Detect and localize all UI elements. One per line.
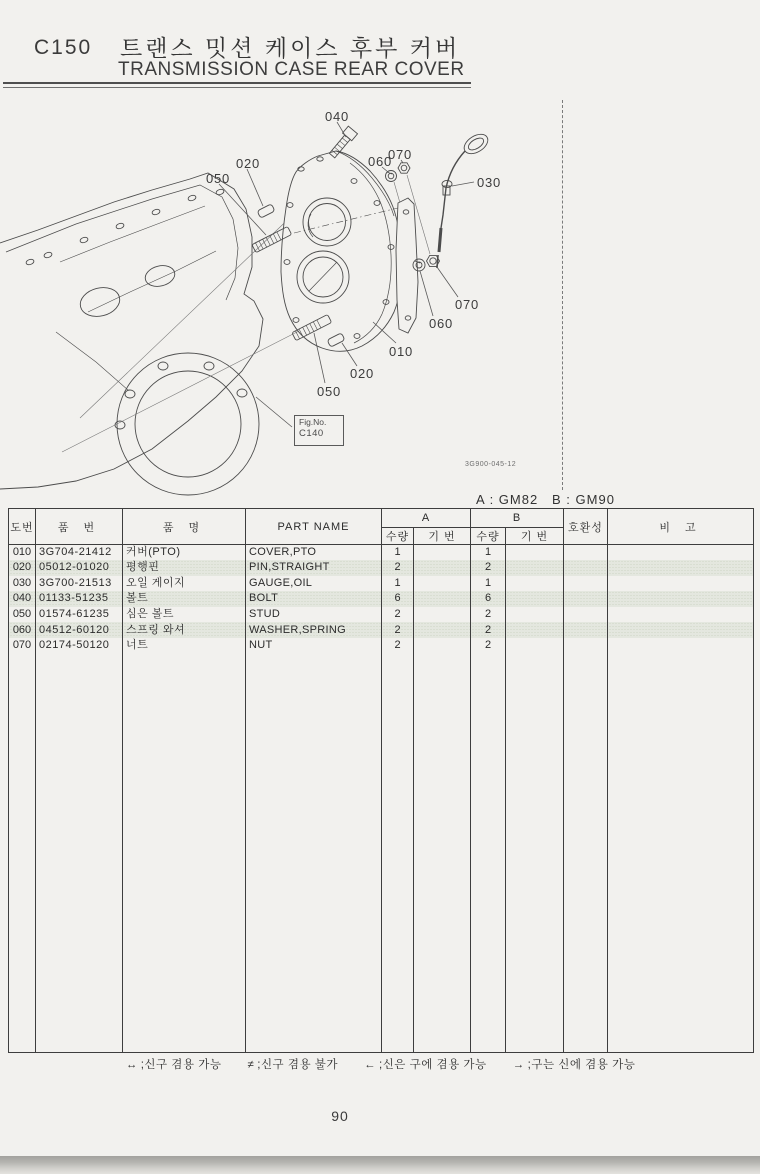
cell-qty_b: 2 xyxy=(471,638,506,654)
cell-part_name: NUT xyxy=(246,638,382,654)
oil-gauge-030 xyxy=(437,130,491,268)
cell-ref: 060 xyxy=(9,622,36,638)
diagram-callout-050: 050 xyxy=(317,384,342,399)
col-header-name-kr: 품 명 xyxy=(123,509,246,545)
cell-part_no: 3G704-21412 xyxy=(36,545,123,561)
cell-serial_b xyxy=(506,576,564,592)
diagram-callout-050: 050 xyxy=(206,171,231,186)
cell-part_no: 02174-50120 xyxy=(36,638,123,654)
figure-reference-line2: C140 xyxy=(299,427,324,439)
cell-serial_a xyxy=(414,607,471,623)
page-title-korean: 트랜스 밋션 케이스 후부 커버 xyxy=(120,35,461,61)
table-row xyxy=(9,591,754,607)
legend-item xyxy=(126,1056,222,1072)
cell-name_kr: 커버(PTO) xyxy=(123,545,246,561)
diagram-callout-020: 020 xyxy=(236,156,261,171)
cell-serial_b xyxy=(506,622,564,638)
cell-remark xyxy=(608,560,754,576)
cell-compat xyxy=(564,622,608,638)
housing-outline xyxy=(0,173,263,495)
col-header-serial-a: 기 번 xyxy=(414,528,471,545)
pin-020-top xyxy=(257,204,275,218)
nut-070-top xyxy=(398,163,410,173)
cell-part_no: 04512-60120 xyxy=(36,622,123,638)
stay-bracket xyxy=(396,198,418,333)
cell-serial_a xyxy=(414,638,471,654)
diagram-callout-030: 030 xyxy=(477,175,502,190)
cell-part_name: COVER,PTO xyxy=(246,545,382,561)
cell-remark xyxy=(608,545,754,561)
cell-qty_a: 2 xyxy=(382,622,414,638)
diagram-callout-060: 060 xyxy=(429,316,454,331)
diagram-callout-060: 060 xyxy=(368,154,393,169)
cell-part_no: 05012-01020 xyxy=(36,560,123,576)
cell-ref: 040 xyxy=(9,591,36,607)
col-header-group-b: B xyxy=(471,509,564,528)
cell-part_name: BOLT xyxy=(246,591,382,607)
cell-serial_b xyxy=(506,560,564,576)
cell-name_kr: 오일 게이지 xyxy=(123,576,246,592)
cell-serial_a xyxy=(414,545,471,561)
cell-compat xyxy=(564,591,608,607)
cell-qty_b: 1 xyxy=(471,545,506,561)
cell-qty_b: 2 xyxy=(471,622,506,638)
legend-item xyxy=(364,1056,487,1072)
cell-compat xyxy=(564,638,608,654)
cell-ref: 010 xyxy=(9,545,36,561)
cell-ref: 030 xyxy=(9,576,36,592)
dashed-page-divider xyxy=(562,100,563,490)
legend xyxy=(8,1056,753,1072)
parts-diagram xyxy=(0,95,580,500)
cell-compat xyxy=(564,545,608,561)
diagram-callout-020: 020 xyxy=(350,366,375,381)
cell-remark xyxy=(608,622,754,638)
cell-qty_a: 1 xyxy=(382,545,414,561)
cell-serial_b xyxy=(506,638,564,654)
legend-symbol: ≠ xyxy=(247,1059,255,1071)
col-header-serial-b: 기 번 xyxy=(506,528,564,545)
legend-text: ;구는 신에 겸용 가능 xyxy=(527,1059,636,1071)
page-number: 90 xyxy=(331,1108,349,1124)
col-header-qty-b: 수량 xyxy=(471,528,506,545)
cell-qty_a: 2 xyxy=(382,560,414,576)
cell-serial_b xyxy=(506,591,564,607)
col-header-remark: 비 고 xyxy=(608,509,754,545)
washer-060-top xyxy=(386,171,397,182)
legend-item xyxy=(247,1056,338,1072)
legend-symbol: ← xyxy=(364,1059,376,1071)
col-header-group-a: A xyxy=(382,509,471,528)
cell-qty_a: 6 xyxy=(382,591,414,607)
cell-part_name: PIN,STRAIGHT xyxy=(246,560,382,576)
cell-ref: 020 xyxy=(9,560,36,576)
cell-name_kr: 심은 볼트 xyxy=(123,607,246,623)
cell-ref: 070 xyxy=(9,638,36,654)
cell-name_kr: 평행핀 xyxy=(123,560,246,576)
cell-compat xyxy=(564,576,608,592)
cell-remark xyxy=(608,607,754,623)
cell-part_name: GAUGE,OIL xyxy=(246,576,382,592)
cell-qty_b: 1 xyxy=(471,576,506,592)
legend-symbol: ↔ xyxy=(125,1059,138,1071)
cell-serial_a xyxy=(414,576,471,592)
col-header-part-no: 품 번 xyxy=(36,509,123,545)
table-row xyxy=(9,576,754,592)
title-underline xyxy=(3,82,471,88)
models-label: A : GM82 B : GM90 xyxy=(476,492,615,507)
cell-qty_a: 2 xyxy=(382,638,414,654)
table-row xyxy=(9,638,754,654)
cell-compat xyxy=(564,607,608,623)
cell-ref: 050 xyxy=(9,607,36,623)
cell-qty_b: 2 xyxy=(471,607,506,623)
legend-text: ;신구 겸용 가능 xyxy=(140,1059,222,1071)
cell-part_no: 3G700-21513 xyxy=(36,576,123,592)
table-row xyxy=(9,622,754,638)
cell-part_no: 01574-61235 xyxy=(36,607,123,623)
legend-symbol: → xyxy=(512,1059,525,1071)
page-title-english: TRANSMISSION CASE REAR COVER xyxy=(118,59,465,80)
cell-qty_b: 2 xyxy=(471,560,506,576)
table-row xyxy=(9,607,754,623)
diagram-callout-040: 040 xyxy=(325,109,350,124)
parts-table xyxy=(8,508,754,1053)
diagram-callout-070: 070 xyxy=(455,297,480,312)
cell-name_kr: 너트 xyxy=(123,638,246,654)
figure-code: 3G900-045-12 xyxy=(465,461,517,468)
cell-serial_b xyxy=(506,545,564,561)
rear-cover-outline xyxy=(281,151,402,351)
table-row xyxy=(9,560,754,576)
diagram-callout-010: 010 xyxy=(389,344,414,359)
cell-remark xyxy=(608,638,754,654)
cell-serial_b xyxy=(506,607,564,623)
cell-remark xyxy=(608,591,754,607)
figure-reference-line1: Fig.No. xyxy=(299,417,327,427)
cell-qty_a: 1 xyxy=(382,576,414,592)
legend-text: ;신구 겸용 불가 xyxy=(257,1059,338,1071)
scan-edge-band xyxy=(0,1156,760,1174)
cell-qty_b: 6 xyxy=(471,591,506,607)
cell-compat xyxy=(564,560,608,576)
cell-part_name: STUD xyxy=(246,607,382,623)
col-header-ref: 도번 xyxy=(9,509,36,545)
cell-name_kr: 스프링 와셔 xyxy=(123,622,246,638)
col-header-qty-a: 수량 xyxy=(382,528,414,545)
figure-reference-box xyxy=(294,415,344,446)
cell-serial_a xyxy=(414,560,471,576)
cell-remark xyxy=(608,576,754,592)
legend-text: ;신은 구에 겸용 가능 xyxy=(379,1059,487,1071)
legend-item xyxy=(513,1056,636,1072)
col-header-compat: 호환성 xyxy=(564,509,608,545)
cell-serial_a xyxy=(414,591,471,607)
col-header-part-name: PART NAME xyxy=(246,509,382,545)
page-section-code: C150 xyxy=(34,36,93,59)
cell-name_kr: 볼트 xyxy=(123,591,246,607)
cell-qty_a: 2 xyxy=(382,607,414,623)
cell-part_name: WASHER,SPRING xyxy=(246,622,382,638)
cell-part_no: 01133-51235 xyxy=(36,591,123,607)
cell-serial_a xyxy=(414,622,471,638)
diagram-callout-070: 070 xyxy=(388,147,413,162)
table-row xyxy=(9,545,754,561)
table-filler-row xyxy=(9,653,754,1052)
